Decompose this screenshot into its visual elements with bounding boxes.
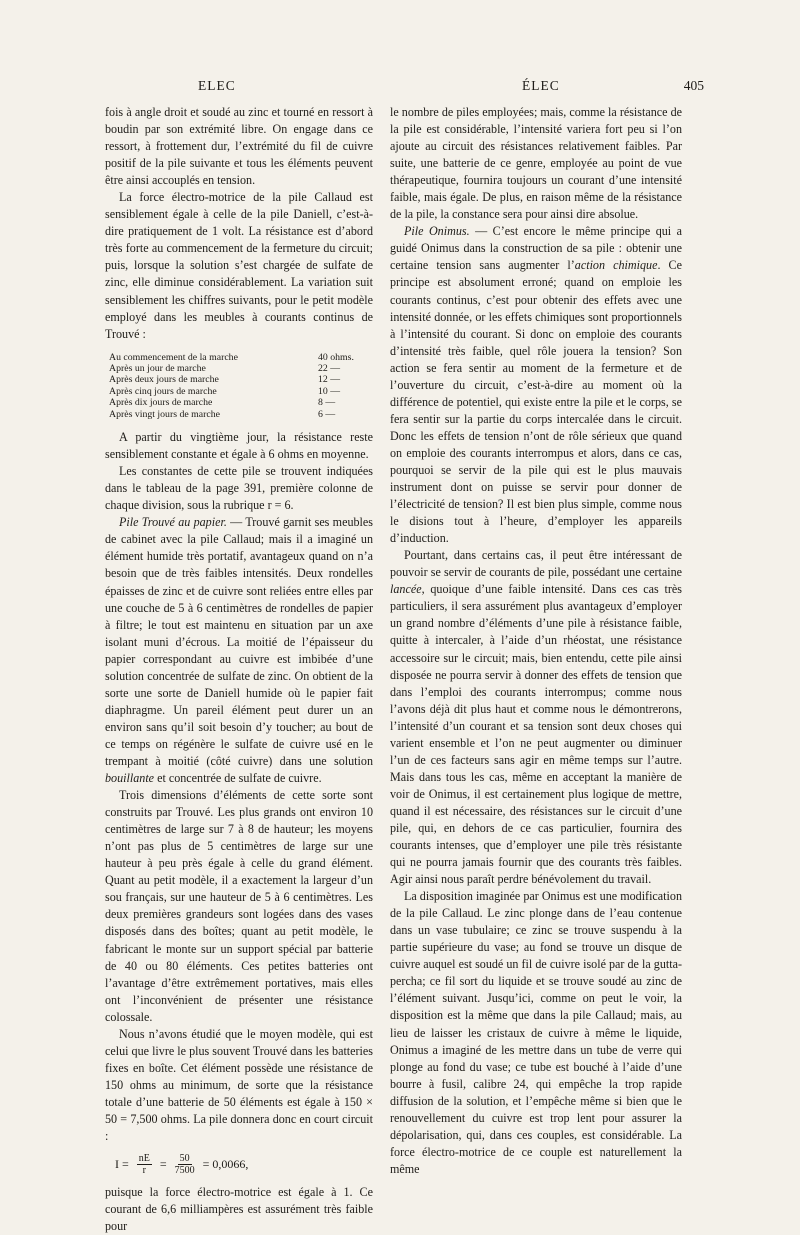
table-row (105, 397, 373, 408)
numerator: 50 (179, 1153, 190, 1165)
table-value: 8 — (318, 397, 336, 409)
fraction (137, 1153, 152, 1176)
paragraph: fois à angle droit et soudé au zinc et tourné en ressort à boudin par son extrémité libre. On engage dans ce ressort, à frottement dur, l’extrémité du fil de cuivre positif de la pile suivante et tous les éléments peuvent être ainsi accouplés en tension. (105, 105, 373, 188)
table-value: 12 — (318, 374, 341, 386)
denominator: r (142, 1165, 146, 1177)
paragraph: La disposition imaginée par Onimus est une modification de la pile Callaud. Le zinc plonge dans de l’eau contenue dans un vase tubulaire; ce zinc se trouve suspendu à la partie supérieure du vase; au fond se trouve un disque de cuivre auquel est soudé un fil de cuivre isolé par de la gutta-percha; ce fil sort du liquide et se trouve soudé au zinc de l’élément suivant. Jusqu’ici, comme on peut le voir, la disposition est la même que dans la pile Callaud; mais, au lieu de laisser les cristaux de cuivre à même le liquide, Onimus a imaginé de les mettre dans un tube de verre qui plonge au fond du vase; ce tube est bouché à l’aide d’une bourre à fusil, calibre 24, qui empêche la trop rapide diffusion de la solution, et l’empêche même si bien que le renouvellement du cuivre est trop lent pour assurer la dépolarisation, qui, dans ces couples, est considérable. La force électro-motrice de ce couple est naturellement la même (390, 889, 682, 1176)
right-column (390, 104, 682, 1178)
left-column (105, 104, 373, 1235)
running-head-right: ÉLEC (522, 78, 560, 93)
table-label: Après cinq jours de marche (109, 385, 217, 397)
table-label: Après vingt jours de marche (109, 408, 220, 420)
table-label: Après dix jours de marche (109, 397, 213, 409)
paragraph-text: , quoique d’une faible intensité. Dans ces cas très particuliers, il sera assurément plus avantageux d’employer un grand nombre d’éléments d’une pile à résistance faible, quitte à intercaler, à l’aide d’un rhéostat, une résistance accessoire sur le circuit; mais, bien entendu, cette pile ainsi disposée ne pourra servir à donner des effets de tension que dans l’emploi des courants interrompus; comme nous l’avons déjà dit plus haut et comme nous le démontrerons, l’intensité d’un courant et sa tension sont deux choses qui varient ensemble et l’on ne peut augmenter ou diminuer l’un de ces facteurs sans agir en même temps sur l’autre. Mais dans tous les cas, même en acceptant la manière de voir de Onimus, il est certainement plus logique de mettre, quand il est nécessaire, des résistances sur le circuit d’une pile, qui, en dehors de ce cas particulier, fournira des courants intenses, que d’employer une pile très résistante qui ne pourra jamais fournir que des courants très faibles. Agir ainsi nous paraît perdre bénévolement du travail. (390, 582, 682, 887)
paragraph (105, 514, 373, 787)
emphasis: bouillante (105, 771, 155, 786)
paragraph: La force électro-motrice de la pile Callaud est sensiblement égale à celle de la pile Daniell, c’est-à-dire pratiquement de 1 volt. La résistance est d’abord très forte au commencement de la fermeture du circuit; puis, lorsque la solution s’est chargée de sulfate de zinc, elle diminue considérablement. La variation suit sensiblement les chiffres suivants, pour le petit modèle employé dans les meubles à courants continus de Trouvé : (105, 190, 373, 341)
paragraph: Les constantes de cette pile se trouvent indiquées dans le tableau de la page 391, première colonne de chaque division, sous la rubrique r = 6. (105, 464, 373, 513)
table-label: Au commencement de la marche (109, 351, 238, 363)
paragraph (390, 223, 682, 547)
table-row (105, 352, 373, 363)
table-value: 22 — (318, 363, 341, 375)
resistance-table (105, 352, 373, 420)
formula-result: = 0,0066, (202, 1157, 249, 1172)
running-head-left: ELEC (198, 78, 236, 93)
paragraph: puisque la force électro-motrice est égale à 1. Ce courant de 6,6 milliampères est assurément très faible pour (105, 1185, 373, 1234)
section-heading: Pile Onimus. (404, 224, 470, 239)
table-value: 40 ohms. (318, 351, 354, 363)
table-row (105, 386, 373, 397)
denominator: 7500 (174, 1165, 195, 1177)
paragraph: Trois dimensions d’éléments de cette sorte sont construits par Trouvé. Les plus grands ont environ 10 centimètres de large sur 7 à 8 de hauteur; les moyens n’ont pas plus de 5 centimètres de large sur une hauteur à peu près égale à celle du grand élément. Quant au petit modèle, il a exactement la largeur d’un sou français, sur une hauteur de 5 à 6 centimètres. Les deux premières grandeurs sont logées dans des vases disposés dans des boîtes; quant au petit modèle, le fabricant le monte sur un support spécial par batterie de 40 ou 80 éléments. Ces petites batteries ont l’avantage d’être extrêmement portatives, mais elles ont l’inconvénient de présenter une résistance colossale. (105, 788, 373, 1024)
paragraph-text: — C’est encore le même principe qui a guidé Onimus dans la construction de sa pile : obtenir une certaine tension sans augmenter l’ (390, 224, 682, 273)
paragraph-text: . Ce principe est absolument erroné; quand on emploie les courants continus, c’est pour obtenir des effets avec une intensité donnée, or les effets chimiques sont proportionnels à l’intensité du courant. Si donc on emploie des courants d’intensité très faible, quel rôle jouera la tension? Son action se fera sentir au moment de la fermeture et de l’ouverture du circuit, c’est-à-dire au moment où la différence de potentiel, qui existe entre la pile et le corps, se fera sentir sur la partie du corps intercalée dans le circuit. Donc les effets de tension n’ont de rôle sérieux que quand on emploie des courants interrompus et alors, dans ce cas, pourquoi se servir de la pile qui est le plus mauvais instrument dont on puisse se servir pour donner de l’électricité de tension? Il est bien plus simple, comme nous le disions tout à l’heure, d’employer les appareils d’induction. (390, 258, 682, 546)
table-value: 10 — (318, 385, 341, 397)
formula: I = $\frac{nE}{r}$ = $\frac{50}{7500}$ = 0,0066, (115, 1153, 249, 1177)
page-number: 405 (683, 78, 704, 93)
formula-lhs: I = (115, 1157, 129, 1172)
paragraph (390, 547, 682, 888)
paragraph-text: Pourtant, dans certains cas, il peut être intéressant de pouvoir se servir de courants de pile, possédant une certaine (390, 548, 682, 580)
table-label: Après un jour de marche (109, 363, 206, 375)
paragraph: Nous n’avons étudié que le moyen modèle, qui est celui que livre le plus souvent Trouvé dans les batteries fixes en boîte. Cet élément possède une résistance de 150 ohms au minimum, de sorte que la résistance totale d’une batterie de 50 éléments est égale à 150 × 50 = 7,500 ohms. La pile donnera donc en court circuit : (105, 1026, 373, 1144)
table-value: 6 — (318, 408, 336, 420)
table-row (105, 374, 373, 385)
paragraph-text: — Trouvé garnit ses meubles de cabinet avec la pile Callaud; mais il a imaginé un élément humide très portatif, avantageux quand on n’a besoin que de très faibles intensités. Deux rondelles épaisses de zinc et de cuivre sont reliées entre elles par une couche de 5 à 6 centimètres de rondelles de papier à filtre; le tout est maintenu en situation par un axe isolant muni d’écrous. La moitié de l’épaisseur du papier correspondant au cuivre est imbibée d’une solution concentrée de sulfate de zinc. On obtient de la sorte une sorte de Daniell humide où le papier fait diaphragme. Un pareil élément peut durer un an environ sans qu’il soit besoin d’y toucher; au bout de ce temps on régénère le sulfate de cuivre usé en le trempant à moitié (côté cuivre) dans une solution (105, 515, 373, 768)
emphasis: action chimique (574, 258, 658, 273)
paragraph: le nombre de piles employées; mais, comme la résistance de la pile est considérable, l’intensité variera fort peu si l’on ajoute au circuit des résistances relativement faibles. Par suite, une batterie de ce genre, employée au point de vue thérapeutique, fournira toujours un courant d’une intensité faible, mais égale. De plus, en raison même de la résistance de la pile, la constance sera pour ainsi dire absolue. (390, 105, 682, 222)
fraction (175, 1153, 195, 1176)
emphasis: lancée (390, 582, 422, 597)
paragraph: A partir du vingtième jour, la résistance reste sensiblement constante et égale à 6 ohms en moyenne. (105, 430, 373, 462)
table-row (105, 363, 373, 374)
paragraph-text: et concentrée de sulfate de cuivre. (154, 771, 322, 786)
numerator: nE (138, 1153, 150, 1165)
table-label: Après deux jours de marche (109, 374, 219, 386)
table-row (105, 409, 373, 420)
section-heading: Pile Trouvé au papier. (119, 515, 227, 530)
